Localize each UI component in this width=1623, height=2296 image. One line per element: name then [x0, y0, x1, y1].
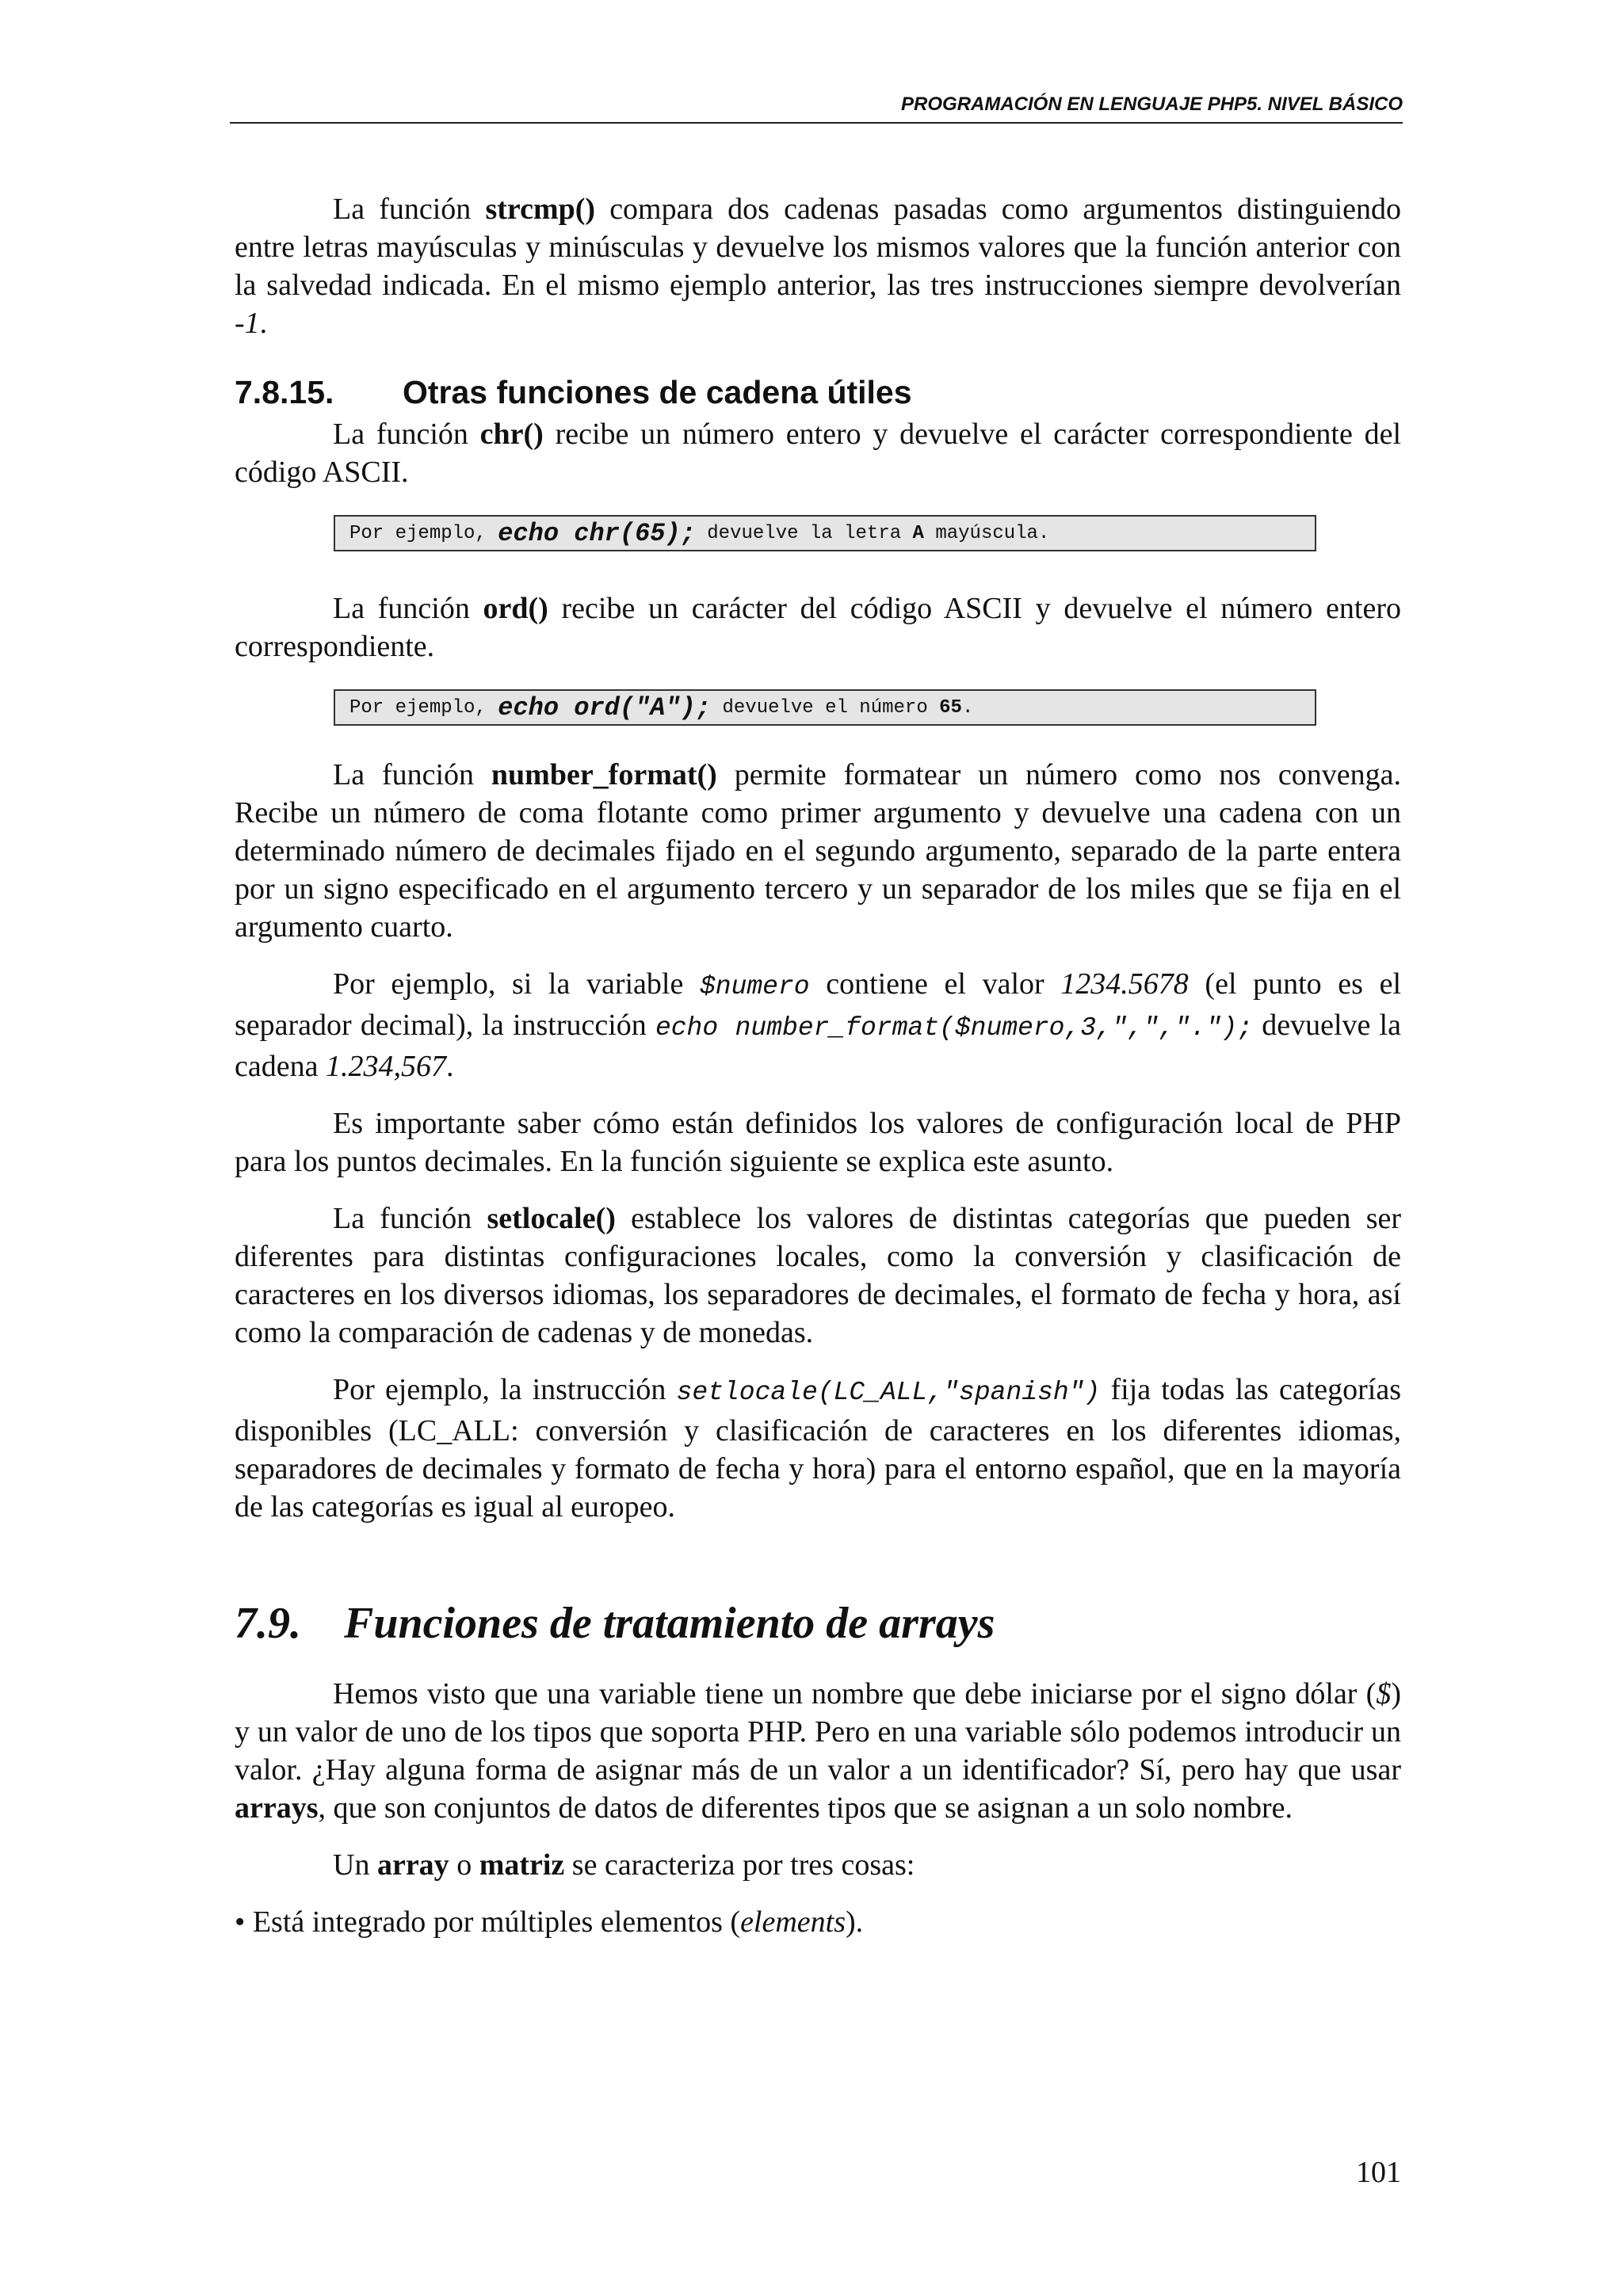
function-name: strcmp(): [485, 193, 596, 226]
text: La función: [333, 592, 483, 625]
text: recibe un número entero y devuelve el carácter correspondiente del código ASCII.: [235, 418, 1402, 489]
text: Un: [333, 1848, 377, 1882]
section-heading-7-9: [235, 1594, 1401, 1653]
code-example-ord: [334, 689, 1316, 726]
spacer: [235, 1827, 1401, 1846]
text: ).: [846, 1905, 864, 1939]
page-content: [235, 190, 1401, 1941]
text: Hemos visto que una variable tiene un nombre que debe iniciarse por el signo dólar (: [333, 1677, 1377, 1711]
example-result: 1.234,567: [325, 1050, 446, 1083]
paragraph-setlocale: [235, 1199, 1401, 1352]
bullet-list: [235, 1903, 1401, 1941]
code-instruction: setlocale(LC_ALL,"spanish"): [676, 1378, 1101, 1407]
section-heading-7-8-15: [235, 369, 1401, 415]
text: o: [449, 1848, 479, 1882]
text: La función: [333, 1202, 487, 1235]
code-text: Por ejemplo,: [349, 696, 498, 719]
text: , que son conjuntos de datos de diferentes tipos que se asignan a un solo nombre.: [318, 1791, 1293, 1825]
function-name: chr(): [479, 418, 544, 451]
spacer: [235, 1352, 1401, 1371]
text: ) y un valor de uno de los tipos que soporta PHP. Pero en una variable sólo podemos introducir un valor. ¿Hay alguna forma de asignar más de un valor a un identificador? Sí, pero hay que usar: [235, 1677, 1401, 1787]
section-number: 7.8.15.: [235, 374, 334, 410]
section-title: Otras funciones de cadena útiles: [403, 374, 912, 410]
function-name: ord(): [483, 592, 548, 625]
paragraph-strcmp: [235, 190, 1401, 342]
code-value: 65: [939, 696, 962, 719]
paragraph-array-definition: [235, 1846, 1401, 1884]
function-name: number_format(): [491, 758, 717, 791]
running-header: PROGRAMACIÓN EN LENGUAJE PHP5. NIVEL BÁSICO: [230, 93, 1403, 124]
text: recibe un carácter del código ASCII y devuelve el número entero correspondiente.: [235, 592, 1401, 663]
paragraph-ord: [235, 589, 1401, 666]
spacer: [235, 946, 1401, 965]
bullet-icon: •: [235, 1905, 246, 1939]
paragraph-arrays-intro: [235, 1675, 1401, 1827]
dollar-symbol: $: [1376, 1677, 1392, 1711]
spacer: [235, 1526, 1401, 1594]
code-text: Por ejemplo,: [349, 522, 498, 544]
page-number: 101: [1356, 2156, 1401, 2189]
function-name: setlocale(): [487, 1202, 616, 1235]
code-value: A: [912, 522, 924, 544]
text: La función: [333, 193, 486, 226]
text: Por ejemplo, si la variable: [333, 967, 700, 1001]
text: contiene el valor: [809, 967, 1061, 1001]
paragraph-locale-intro: Es importante saber cómo están definidos los valores de configuración local de PHP para los puntos decimales. En la función siguiente se explica este asunto.: [235, 1107, 1401, 1178]
code-command: echo chr(65);: [498, 518, 696, 548]
text: .: [259, 307, 268, 340]
paragraph-number-format: [235, 756, 1401, 946]
spacer: [235, 1085, 1401, 1104]
code-text: mayúscula.: [923, 522, 1050, 544]
text: se caracteriza por tres cosas:: [564, 1848, 915, 1882]
text: (el punto es el separador decimal), la instrucción: [235, 967, 1402, 1042]
emphasis: elements: [740, 1905, 846, 1939]
text: La función: [333, 418, 480, 451]
text: devuelve la cadena: [235, 1009, 1401, 1083]
code-text: .: [961, 696, 974, 719]
text: La función: [333, 758, 491, 791]
list-item: [235, 1903, 1401, 1941]
text: fija todas las categorías disponibles (LC_ALL: conversión y clasificación de caracteres en los diferentes idiomas, separadores de decimales y formato de fecha y hora) para el entorno español, que en la mayoría de las categorías es igual al europeo.: [235, 1373, 1401, 1524]
code-example-chr: [334, 515, 1316, 551]
section-title: Funciones de tratamiento de arrays: [344, 1599, 995, 1648]
variable-name: $numero: [699, 972, 810, 1001]
text: .: [445, 1050, 454, 1083]
keyword: array: [376, 1848, 449, 1882]
code-text: devuelve la letra: [695, 522, 913, 544]
paragraph-number-format-example: [235, 965, 1401, 1085]
paragraph-chr: [235, 415, 1401, 491]
text: compara dos cadenas pasadas como argumentos distinguiendo entre letras mayúsculas y minúsculas y devuelve los mismos valores que la función anterior con la salvedad indicada. En el mismo ejemplo anterior, las tres instrucciones siempre devolverían: [235, 193, 1401, 302]
keyword: matriz: [479, 1848, 565, 1882]
section-number: 7.9.: [235, 1599, 301, 1648]
code-command: echo ord("A");: [498, 692, 712, 723]
paragraph-setlocale-example: [235, 1371, 1401, 1526]
return-value: -1: [235, 307, 260, 340]
code-instruction: echo number_format($numero,3,",",".");: [655, 1013, 1254, 1043]
text: permite formatear un número como nos convenga. Recibe un número de coma flotante como primer argumento y devuelve una cadena con un determinado número de decimales fijado en el segundo argumento, separado de la parte entera por un signo especificado en el argumento tercero y un separador de los miles que se fija en el argumento cuarto.: [235, 758, 1402, 944]
keyword: arrays: [235, 1791, 319, 1825]
text: establece los valores de distintas categorías que pueden ser diferentes para distintas configuraciones locales, como la conversión y clasificación de caracteres en los diversos idiomas, los separadores de decimales, el formato de fecha y hora, así como la comparación de cadenas y de monedas.: [235, 1202, 1402, 1349]
code-text: devuelve el número: [711, 696, 940, 719]
spacer: [235, 1180, 1401, 1199]
example-value: 1234.5678: [1060, 967, 1189, 1001]
text: Está integrado por múltiples elementos (: [245, 1905, 741, 1939]
text: Por ejemplo, la instrucción: [333, 1373, 677, 1406]
spacer: [235, 1884, 1401, 1903]
